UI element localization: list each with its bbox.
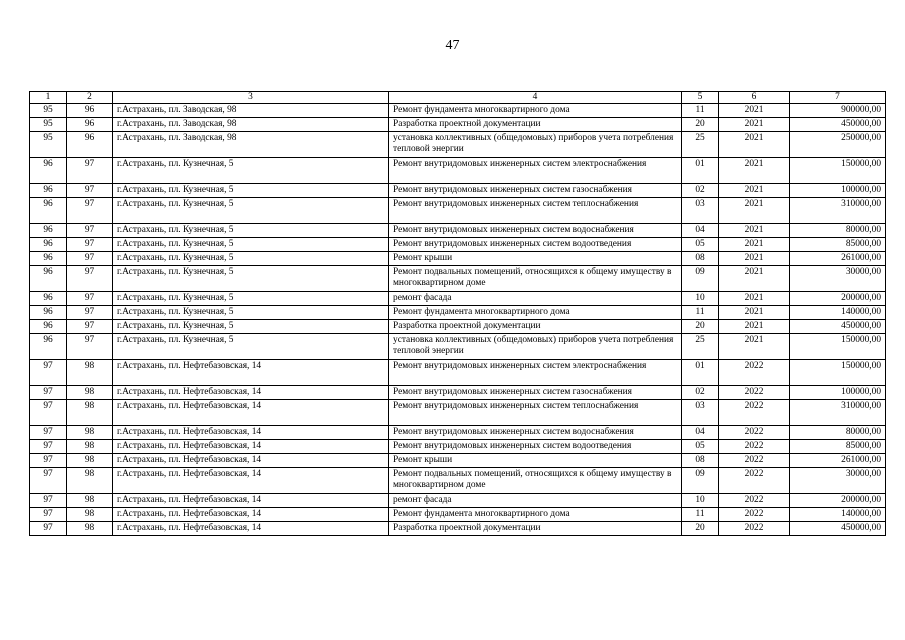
amount-cell: 30000,00 xyxy=(790,467,886,493)
year-cell: 2021 xyxy=(719,237,790,251)
house-number-cell: 97 xyxy=(67,265,113,291)
row-number-cell: 96 xyxy=(30,291,67,305)
row-number-cell: 96 xyxy=(30,333,67,359)
amount-cell: 80000,00 xyxy=(790,425,886,439)
work-code-cell: 01 xyxy=(682,359,719,385)
table-row xyxy=(30,425,886,439)
table-row xyxy=(30,223,886,237)
work-type-cell: Ремонт фундамента многоквартирного дома xyxy=(389,103,682,117)
amount-cell: 100000,00 xyxy=(790,385,886,399)
row-number-cell: 96 xyxy=(30,319,67,333)
house-number-cell: 98 xyxy=(67,521,113,535)
row-number-cell: 97 xyxy=(30,385,67,399)
work-type-cell: Ремонт крыши xyxy=(389,251,682,265)
work-type-cell: ремонт фасада xyxy=(389,493,682,507)
work-type-cell: Ремонт внутридомовых инженерных систем водоотведения xyxy=(389,237,682,251)
work-type-cell: Ремонт внутридомовых инженерных систем водоснабжения xyxy=(389,425,682,439)
amount-cell: 261000,00 xyxy=(790,251,886,265)
house-number-cell: 97 xyxy=(67,183,113,197)
address-cell: г.Астрахань, пл. Заводская, 98 xyxy=(113,103,389,117)
year-cell: 2021 xyxy=(719,197,790,223)
address-cell: г.Астрахань, пл. Кузнечная, 5 xyxy=(113,183,389,197)
row-number-cell: 97 xyxy=(30,521,67,535)
year-cell: 2022 xyxy=(719,493,790,507)
amount-cell: 450000,00 xyxy=(790,117,886,131)
work-type-cell: Разработка проектной документации xyxy=(389,521,682,535)
year-cell: 2021 xyxy=(719,117,790,131)
table-row xyxy=(30,507,886,521)
year-cell: 2022 xyxy=(719,507,790,521)
house-number-cell: 98 xyxy=(67,493,113,507)
house-number-cell: 98 xyxy=(67,439,113,453)
work-code-cell: 20 xyxy=(682,117,719,131)
row-number-cell: 95 xyxy=(30,103,67,117)
year-cell: 2022 xyxy=(719,359,790,385)
address-cell: г.Астрахань, пл. Кузнечная, 5 xyxy=(113,291,389,305)
table-row xyxy=(30,237,886,251)
house-number-cell: 97 xyxy=(67,291,113,305)
address-cell: г.Астрахань, пл. Нефтебазовская, 14 xyxy=(113,439,389,453)
table-row xyxy=(30,197,886,223)
house-number-cell: 98 xyxy=(67,467,113,493)
work-type-cell: установка коллективных (общедомовых) приборов учета потребления тепловой энергии xyxy=(389,131,682,157)
amount-cell: 80000,00 xyxy=(790,223,886,237)
amount-cell: 30000,00 xyxy=(790,265,886,291)
year-cell: 2021 xyxy=(719,333,790,359)
table-row xyxy=(30,333,886,359)
house-number-cell: 98 xyxy=(67,425,113,439)
work-code-cell: 09 xyxy=(682,265,719,291)
amount-cell: 900000,00 xyxy=(790,103,886,117)
address-cell: г.Астрахань, пл. Нефтебазовская, 14 xyxy=(113,493,389,507)
amount-cell: 140000,00 xyxy=(790,507,886,521)
house-number-cell: 97 xyxy=(67,251,113,265)
work-code-cell: 10 xyxy=(682,493,719,507)
table-row xyxy=(30,117,886,131)
house-number-cell: 98 xyxy=(67,507,113,521)
work-type-cell: Ремонт фундамента многоквартирного дома xyxy=(389,305,682,319)
year-cell: 2021 xyxy=(719,223,790,237)
house-number-cell: 98 xyxy=(67,453,113,467)
work-code-cell: 01 xyxy=(682,157,719,183)
address-cell: г.Астрахань, пл. Заводская, 98 xyxy=(113,131,389,157)
work-code-cell: 05 xyxy=(682,439,719,453)
work-type-cell: Ремонт внутридомовых инженерных систем электроснабжения xyxy=(389,359,682,385)
table-header-row xyxy=(30,92,886,104)
house-number-cell: 98 xyxy=(67,399,113,425)
address-cell: г.Астрахань, пл. Нефтебазовская, 14 xyxy=(113,521,389,535)
row-number-cell: 97 xyxy=(30,359,67,385)
work-code-cell: 03 xyxy=(682,399,719,425)
year-cell: 2022 xyxy=(719,521,790,535)
amount-cell: 261000,00 xyxy=(790,453,886,467)
address-cell: г.Астрахань, пл. Нефтебазовская, 14 xyxy=(113,425,389,439)
row-number-cell: 96 xyxy=(30,251,67,265)
amount-cell: 310000,00 xyxy=(790,197,886,223)
year-cell: 2022 xyxy=(719,439,790,453)
table-row xyxy=(30,439,886,453)
address-cell: г.Астрахань, пл. Кузнечная, 5 xyxy=(113,333,389,359)
year-cell: 2021 xyxy=(719,131,790,157)
house-number-cell: 97 xyxy=(67,319,113,333)
amount-cell: 450000,00 xyxy=(790,521,886,535)
table-row xyxy=(30,521,886,535)
work-type-cell: Ремонт внутридомовых инженерных систем газоснабжения xyxy=(389,385,682,399)
work-type-cell: Ремонт внутридомовых инженерных систем газоснабжения xyxy=(389,183,682,197)
work-code-cell: 25 xyxy=(682,333,719,359)
table-row xyxy=(30,251,886,265)
year-cell: 2021 xyxy=(719,251,790,265)
work-type-cell: Ремонт внутридомовых инженерных систем теплоснабжения xyxy=(389,399,682,425)
work-code-cell: 03 xyxy=(682,197,719,223)
address-cell: г.Астрахань, пл. Нефтебазовская, 14 xyxy=(113,359,389,385)
amount-cell: 150000,00 xyxy=(790,157,886,183)
work-code-cell: 08 xyxy=(682,251,719,265)
row-number-cell: 96 xyxy=(30,237,67,251)
work-code-cell: 20 xyxy=(682,521,719,535)
table-row xyxy=(30,385,886,399)
work-code-cell: 10 xyxy=(682,291,719,305)
address-cell: г.Астрахань, пл. Нефтебазовская, 14 xyxy=(113,453,389,467)
year-cell: 2021 xyxy=(719,183,790,197)
year-cell: 2022 xyxy=(719,425,790,439)
row-number-cell: 96 xyxy=(30,183,67,197)
header-cell: 5 xyxy=(682,92,719,104)
table-row xyxy=(30,453,886,467)
house-number-cell: 96 xyxy=(67,103,113,117)
table-row xyxy=(30,493,886,507)
table-row xyxy=(30,359,886,385)
house-number-cell: 97 xyxy=(67,237,113,251)
work-type-cell: ремонт фасада xyxy=(389,291,682,305)
work-type-cell: установка коллективных (общедомовых) приборов учета потребления тепловой энергии xyxy=(389,333,682,359)
work-code-cell: 02 xyxy=(682,183,719,197)
year-cell: 2021 xyxy=(719,319,790,333)
address-cell: г.Астрахань, пл. Нефтебазовская, 14 xyxy=(113,399,389,425)
address-cell: г.Астрахань, пл. Заводская, 98 xyxy=(113,117,389,131)
work-type-cell: Ремонт внутридомовых инженерных систем водоснабжения xyxy=(389,223,682,237)
row-number-cell: 95 xyxy=(30,117,67,131)
address-cell: г.Астрахань, пл. Нефтебазовская, 14 xyxy=(113,467,389,493)
header-cell: 3 xyxy=(113,92,389,104)
amount-cell: 310000,00 xyxy=(790,399,886,425)
amount-cell: 200000,00 xyxy=(790,493,886,507)
work-type-cell: Ремонт внутридомовых инженерных систем водоотведения xyxy=(389,439,682,453)
house-number-cell: 96 xyxy=(67,131,113,157)
house-number-cell: 98 xyxy=(67,385,113,399)
table-row xyxy=(30,183,886,197)
work-type-cell: Разработка проектной документации xyxy=(389,319,682,333)
house-number-cell: 97 xyxy=(67,333,113,359)
row-number-cell: 95 xyxy=(30,131,67,157)
address-cell: г.Астрахань, пл. Кузнечная, 5 xyxy=(113,197,389,223)
amount-cell: 150000,00 xyxy=(790,333,886,359)
page-number: 47 xyxy=(445,38,460,53)
house-number-cell: 97 xyxy=(67,305,113,319)
row-number-cell: 97 xyxy=(30,439,67,453)
repair-schedule-table xyxy=(29,91,886,536)
row-number-cell: 97 xyxy=(30,453,67,467)
row-number-cell: 97 xyxy=(30,493,67,507)
work-type-cell: Ремонт крыши xyxy=(389,453,682,467)
row-number-cell: 97 xyxy=(30,425,67,439)
table-row xyxy=(30,265,886,291)
work-code-cell: 05 xyxy=(682,237,719,251)
row-number-cell: 96 xyxy=(30,265,67,291)
amount-cell: 85000,00 xyxy=(790,237,886,251)
header-cell: 6 xyxy=(719,92,790,104)
table-row xyxy=(30,319,886,333)
year-cell: 2021 xyxy=(719,103,790,117)
table-row xyxy=(30,399,886,425)
work-type-cell: Разработка проектной документации xyxy=(389,117,682,131)
year-cell: 2021 xyxy=(719,265,790,291)
work-code-cell: 11 xyxy=(682,507,719,521)
amount-cell: 100000,00 xyxy=(790,183,886,197)
table-row xyxy=(30,157,886,183)
year-cell: 2022 xyxy=(719,385,790,399)
header-cell: 1 xyxy=(30,92,67,104)
table-row xyxy=(30,291,886,305)
work-code-cell: 11 xyxy=(682,305,719,319)
work-code-cell: 11 xyxy=(682,103,719,117)
amount-cell: 250000,00 xyxy=(790,131,886,157)
work-code-cell: 20 xyxy=(682,319,719,333)
table-row xyxy=(30,131,886,157)
address-cell: г.Астрахань, пл. Нефтебазовская, 14 xyxy=(113,385,389,399)
work-code-cell: 09 xyxy=(682,467,719,493)
work-type-cell: Ремонт фундамента многоквартирного дома xyxy=(389,507,682,521)
address-cell: г.Астрахань, пл. Кузнечная, 5 xyxy=(113,319,389,333)
row-number-cell: 96 xyxy=(30,305,67,319)
row-number-cell: 96 xyxy=(30,197,67,223)
work-code-cell: 08 xyxy=(682,453,719,467)
work-type-cell: Ремонт внутридомовых инженерных систем электроснабжения xyxy=(389,157,682,183)
table-row xyxy=(30,103,886,117)
house-number-cell: 98 xyxy=(67,359,113,385)
table-row xyxy=(30,305,886,319)
address-cell: г.Астрахань, пл. Кузнечная, 5 xyxy=(113,157,389,183)
house-number-cell: 96 xyxy=(67,117,113,131)
amount-cell: 450000,00 xyxy=(790,319,886,333)
address-cell: г.Астрахань, пл. Кузнечная, 5 xyxy=(113,251,389,265)
header-cell: 7 xyxy=(790,92,886,104)
year-cell: 2022 xyxy=(719,399,790,425)
work-type-cell: Ремонт подвальных помещений, относящихся к общему имуществу в многоквартирном доме xyxy=(389,265,682,291)
house-number-cell: 97 xyxy=(67,197,113,223)
address-cell: г.Астрахань, пл. Кузнечная, 5 xyxy=(113,265,389,291)
amount-cell: 150000,00 xyxy=(790,359,886,385)
address-cell: г.Астрахань, пл. Кузнечная, 5 xyxy=(113,305,389,319)
row-number-cell: 96 xyxy=(30,157,67,183)
work-code-cell: 04 xyxy=(682,425,719,439)
row-number-cell: 96 xyxy=(30,223,67,237)
address-cell: г.Астрахань, пл. Нефтебазовская, 14 xyxy=(113,507,389,521)
header-cell: 2 xyxy=(67,92,113,104)
house-number-cell: 97 xyxy=(67,157,113,183)
address-cell: г.Астрахань, пл. Кузнечная, 5 xyxy=(113,223,389,237)
year-cell: 2022 xyxy=(719,453,790,467)
work-type-cell: Ремонт подвальных помещений, относящихся к общему имуществу в многоквартирном доме xyxy=(389,467,682,493)
amount-cell: 200000,00 xyxy=(790,291,886,305)
amount-cell: 140000,00 xyxy=(790,305,886,319)
amount-cell: 85000,00 xyxy=(790,439,886,453)
year-cell: 2022 xyxy=(719,467,790,493)
work-code-cell: 04 xyxy=(682,223,719,237)
table-row xyxy=(30,467,886,493)
row-number-cell: 97 xyxy=(30,399,67,425)
work-code-cell: 25 xyxy=(682,131,719,157)
header-cell: 4 xyxy=(389,92,682,104)
row-number-cell: 97 xyxy=(30,467,67,493)
address-cell: г.Астрахань, пл. Кузнечная, 5 xyxy=(113,237,389,251)
year-cell: 2021 xyxy=(719,157,790,183)
work-type-cell: Ремонт внутридомовых инженерных систем теплоснабжения xyxy=(389,197,682,223)
house-number-cell: 97 xyxy=(67,223,113,237)
row-number-cell: 97 xyxy=(30,507,67,521)
year-cell: 2021 xyxy=(719,305,790,319)
year-cell: 2021 xyxy=(719,291,790,305)
work-code-cell: 02 xyxy=(682,385,719,399)
